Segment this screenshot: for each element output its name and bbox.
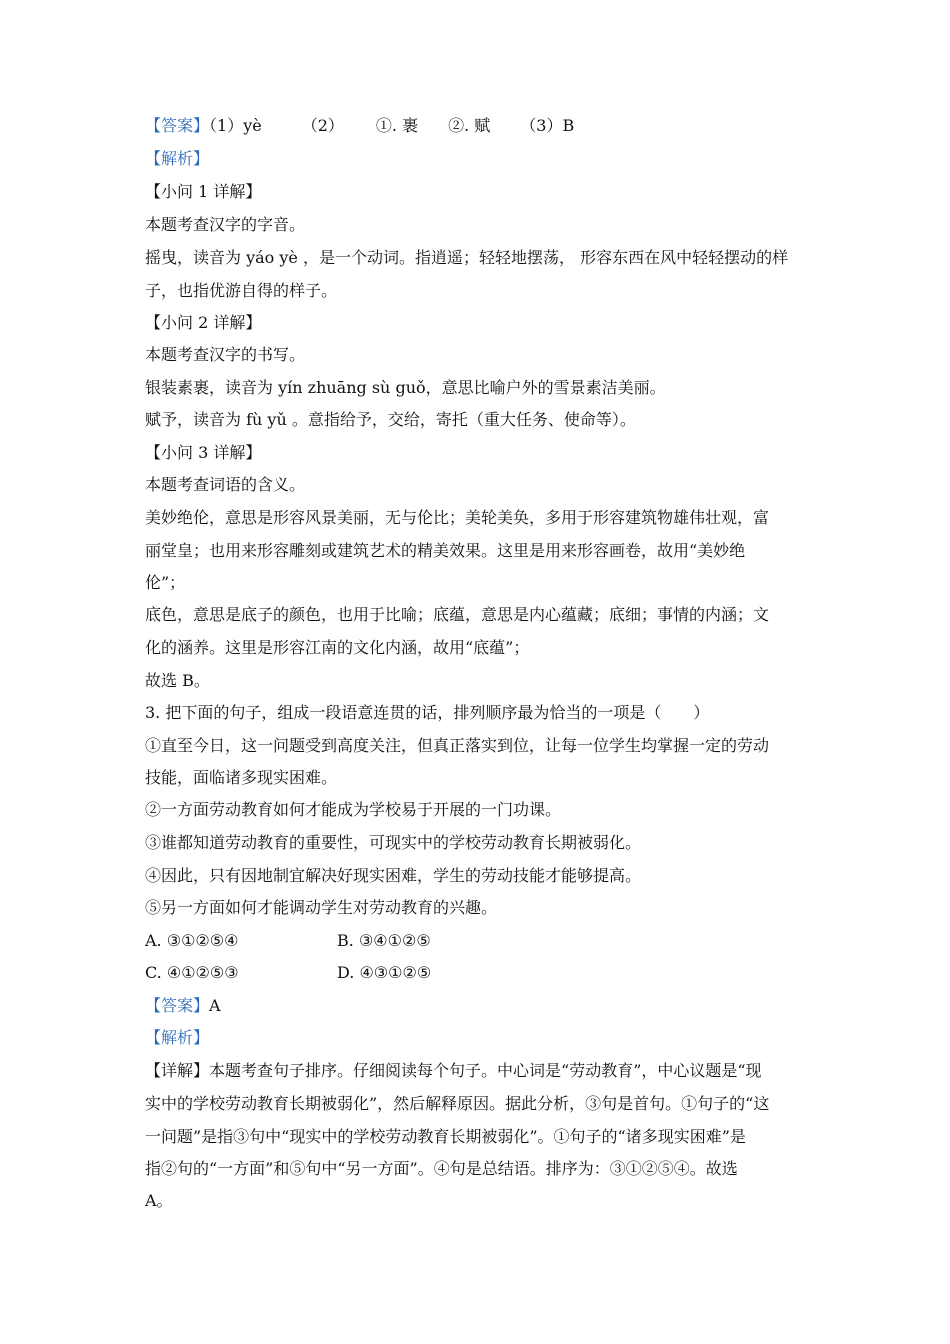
option-label: B. — [337, 931, 354, 950]
paragraph-line — [145, 1060, 810, 1082]
paragraph-line: 摇曳，读音为 yáo yè ，是一个动词。指逍遥；轻轻地摆荡， 形容东西在风中轻轻摆动的样 — [145, 248, 789, 267]
detail-tag: 【详解】 — [145, 1061, 210, 1080]
answer-line — [145, 995, 810, 1017]
subquestion-title: 【小问 3 详解】 — [145, 443, 262, 462]
answer-part: （2） — [301, 116, 344, 135]
paragraph-line: 底色，意思是底子的颜色，也用于比喻；底蕴，意思是内心蕴藏；底细；事情的内涵；文 — [145, 605, 770, 624]
answer-tag: 【答案】 — [145, 996, 210, 1015]
paragraph-line: 指②句的“一方面”和⑤句中“另一方面”。④句是总结语。排序为：③①②⑤④。故选 — [145, 1159, 738, 1178]
option-text: ④①②⑤③ — [166, 963, 239, 982]
answer-line — [145, 115, 810, 137]
paragraph-line: 本题考查汉字的书写。 — [145, 345, 306, 364]
option-text: ④③①②⑤ — [359, 963, 432, 982]
answer-tag: 【答案】 — [145, 116, 210, 135]
paragraph-line: 赋予，读音为 fù yǔ 。意指给予，交给，寄托（重大任务、使命等）。 — [145, 410, 636, 429]
analysis-tag: 【解析】 — [145, 1028, 210, 1047]
option-label: A. — [145, 931, 162, 950]
paragraph-line: 本题考查汉字的字音。 — [145, 215, 306, 234]
sentence-line: ①直至今日，这一问题受到高度关注，但真正落实到位，让每一位学生均掌握一定的劳动 — [145, 736, 770, 755]
option-b — [337, 930, 431, 952]
detail-text: 本题考查句子排序。仔细阅读每个句子。中心词是“劳动教育”，中心议题是“现 — [209, 1061, 762, 1080]
subquestion-title: 【小问 2 详解】 — [145, 313, 262, 332]
option-label: D. — [337, 963, 355, 982]
answer-part: （1）yè — [209, 116, 262, 135]
answer-value: A — [209, 996, 221, 1015]
paragraph-line: 一问题”是指③句中“现实中的学校劳动教育长期被弱化”。①句子的“诸多现实困难”是 — [145, 1127, 746, 1146]
paragraph-line: 丽堂皇；也用来形容雕刻或建筑艺术的精美效果。这里是用来形容画卷，故用“美妙绝 — [145, 541, 746, 560]
sentence-line: ③谁都知道劳动教育的重要性，可现实中的学校劳动教育长期被弱化。 — [145, 833, 642, 852]
option-text: ③④①②⑤ — [358, 931, 431, 950]
paragraph-line: 化的涵养。这里是形容江南的文化内涵，故用“底蕴”； — [145, 638, 530, 657]
paragraph-line: 本题考查词语的含义。 — [145, 475, 306, 494]
answer-part: ①. 裹 — [375, 116, 419, 135]
analysis-tag: 【解析】 — [145, 149, 210, 168]
sentence-line: 技能，面临诸多现实困难。 — [145, 768, 338, 787]
answer-part: （3）B — [520, 116, 575, 135]
option-c — [145, 962, 239, 984]
sentence-line: ④因此，只有因地制宜解决好现实困难，学生的劳动技能才能够提高。 — [145, 866, 642, 885]
paragraph-line: 故选 B。 — [145, 671, 210, 690]
sentence-line: ②一方面劳动教育如何才能成为学校易于开展的一门功课。 — [145, 800, 562, 819]
option-label: C. — [145, 963, 162, 982]
question-stem: 3. 把下面的句子，组成一段语意连贯的话，排列顺序最为恰当的一项是（ ） — [145, 703, 710, 722]
paragraph-line: 伦”； — [145, 573, 186, 592]
sentence-line: ⑤另一方面如何才能调动学生对劳动教育的兴趣。 — [145, 898, 498, 917]
option-d — [337, 962, 431, 984]
paragraph-line: 子，也指优游自得的样子。 — [145, 281, 338, 300]
paragraph-line: 银装素裹，读音为 yín zhuāng sù guǒ，意思比喻户外的雪景素洁美丽。 — [145, 378, 666, 397]
subquestion-title: 【小问 1 详解】 — [145, 182, 262, 201]
option-a — [145, 930, 238, 952]
paragraph-line: A。 — [145, 1191, 173, 1210]
option-text: ③①②⑤④ — [166, 931, 239, 950]
paragraph-line: 实中的学校劳动教育长期被弱化”，然后解释原因。据此分析，③句是首句。①句子的“这 — [145, 1094, 770, 1113]
paragraph-line: 美妙绝伦，意思是形容风景美丽，无与伦比；美轮美奂，多用于形容建筑物雄伟壮观，富 — [145, 508, 770, 527]
answer-part: ②. 赋 — [448, 116, 491, 135]
